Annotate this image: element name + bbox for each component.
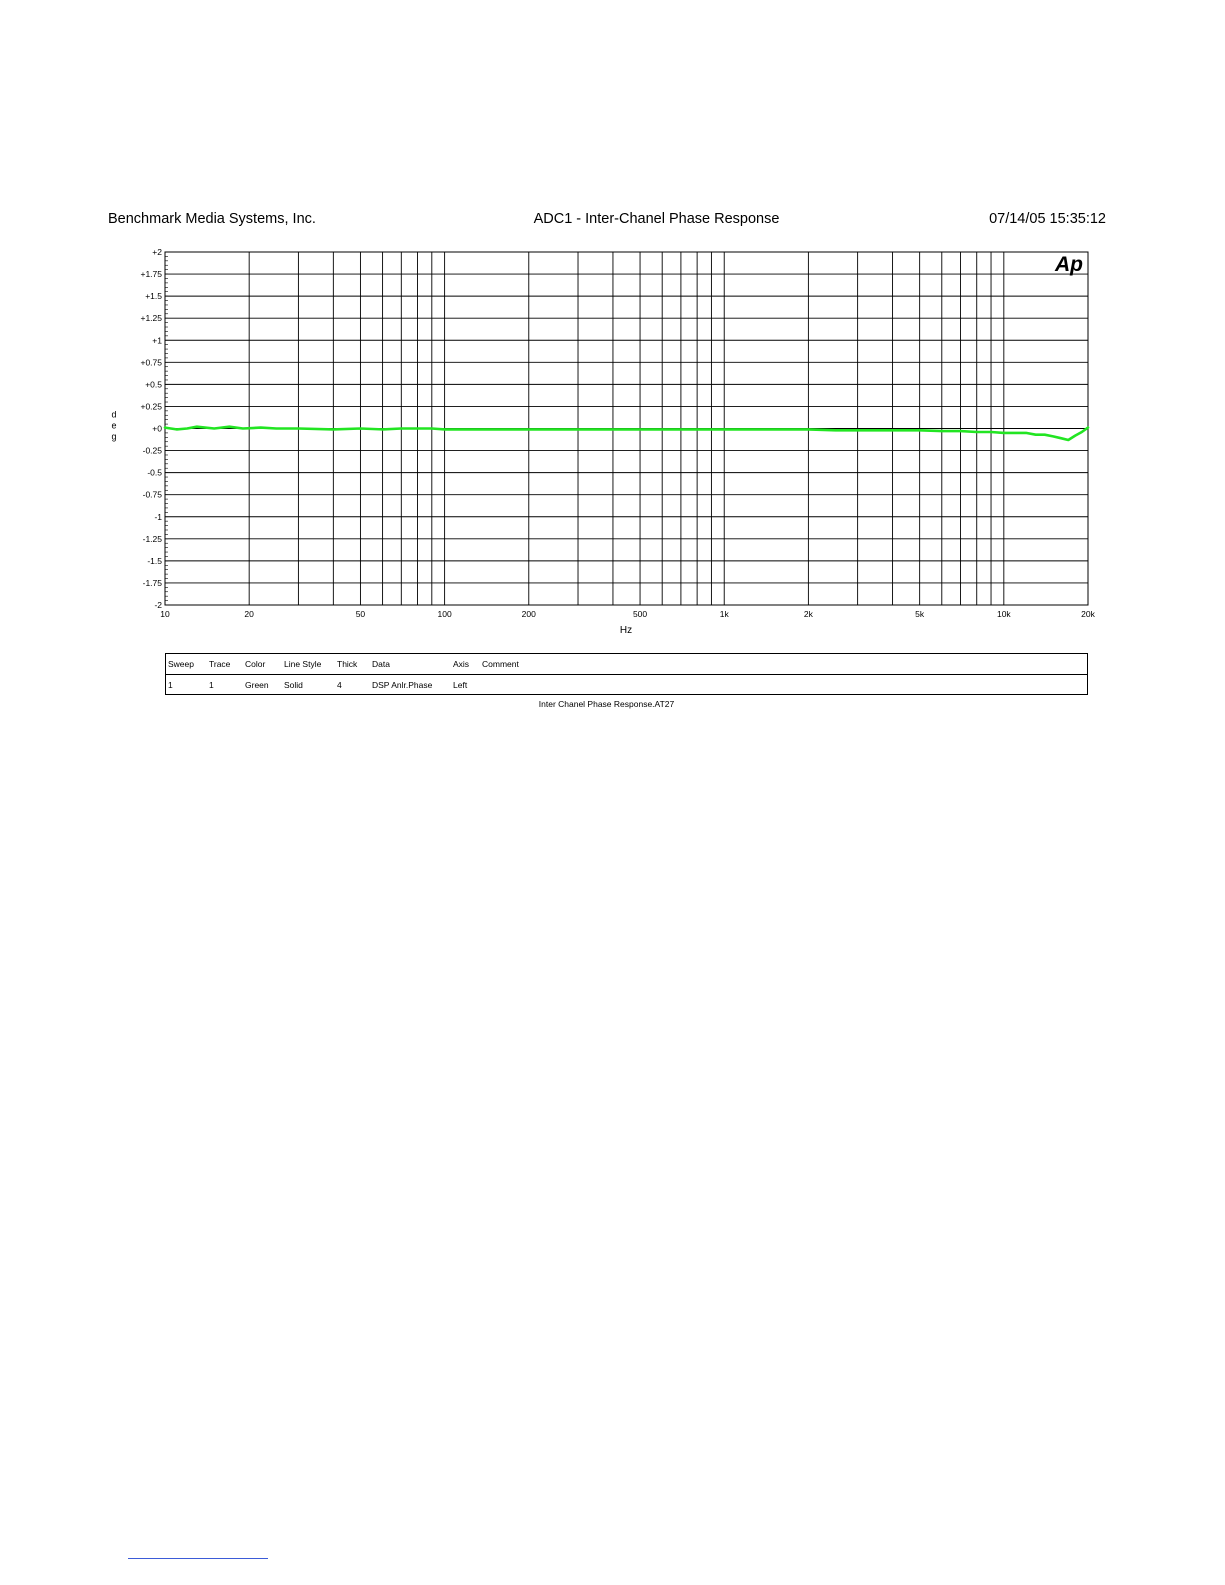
y-tick-label: -0.5 [147, 467, 162, 478]
legend-cell-sweep: 1 [168, 680, 173, 690]
header-timestamp: 07/14/05 15:35:12 [989, 211, 1106, 227]
footer-filename: Inter Chanel Phase Response.AT27 [538, 699, 675, 709]
y-tick-label: -2 [154, 600, 162, 610]
legend-cell-thick: 4 [337, 680, 342, 690]
x-tick-label: 1k [719, 609, 729, 619]
x-tick-label: 100 [437, 609, 452, 619]
y-tick-labels [140, 247, 162, 610]
legend-header-comment: Comment [482, 659, 519, 669]
legend-cell-axis: Left [453, 680, 468, 690]
x-tick-label: 5k [915, 609, 925, 619]
legend-cell-color: Green [245, 680, 269, 690]
legend-header-line-style: Line Style [284, 659, 322, 669]
legend-cell-data: DSP Anlr.Phase [372, 680, 433, 690]
y-tick-label: +0 [152, 423, 162, 434]
x-tick-labels [160, 609, 1095, 619]
x-tick-label: 20 [244, 609, 254, 619]
y-tick-label: -0.75 [142, 489, 162, 500]
x-tick-label: 10 [160, 609, 170, 619]
x-tick-label: 50 [355, 609, 366, 619]
x-tick-label: 500 [632, 609, 648, 619]
y-tick-label: -1.5 [147, 555, 162, 566]
x-tick-label: 20k [1081, 609, 1095, 619]
x-tick-label: 10k [996, 609, 1011, 619]
x-axis-label: Hz [619, 625, 633, 636]
y-axis-label-char: d [111, 409, 117, 420]
legend-cell-trace: 1 [209, 680, 214, 690]
legend-header-data: Data [372, 659, 390, 669]
y-tick-label: -1 [154, 511, 162, 522]
phase-response-chart [0, 0, 1225, 650]
legend-header-sweep: Sweep [168, 659, 194, 669]
legend-header-trace: Trace [209, 659, 231, 669]
y-tick-label: +0.5 [145, 379, 162, 390]
y-tick-label: +1.5 [145, 291, 162, 302]
ap-logo: Ap [1055, 253, 1083, 276]
x-tick-label: 200 [521, 609, 536, 619]
y-tick-label: -1.75 [142, 577, 162, 588]
y-tick-label: +1.75 [140, 269, 162, 280]
footer-rule [128, 1558, 268, 1559]
y-tick-label: +0.25 [140, 401, 162, 412]
legend-header-color: Color [245, 659, 266, 669]
y-tick-label: -1.25 [142, 533, 162, 544]
y-axis-label-char: g [111, 431, 117, 442]
legend-cell-line-style: Solid [284, 680, 303, 690]
legend-row [166, 675, 1087, 695]
y-tick-label: +1.25 [140, 313, 162, 324]
y-axis-label [111, 410, 116, 442]
y-tick-label: +1 [152, 335, 162, 346]
x-tick-label: 2k [803, 609, 813, 619]
y-axis-label-char: e [111, 420, 117, 431]
legend-table [165, 653, 1088, 695]
y-tick-label: +2 [152, 247, 162, 257]
y-tick-label: -0.25 [142, 445, 162, 456]
header-company: Benchmark Media Systems, Inc. [108, 211, 316, 227]
legend-header-thick: Thick [337, 659, 358, 669]
header-chart-title: ADC1 - Inter-Chanel Phase Response [533, 211, 780, 227]
legend-header-row [166, 654, 1087, 675]
legend-header-axis: Axis [453, 659, 470, 669]
y-tick-label: +0.75 [140, 357, 162, 368]
